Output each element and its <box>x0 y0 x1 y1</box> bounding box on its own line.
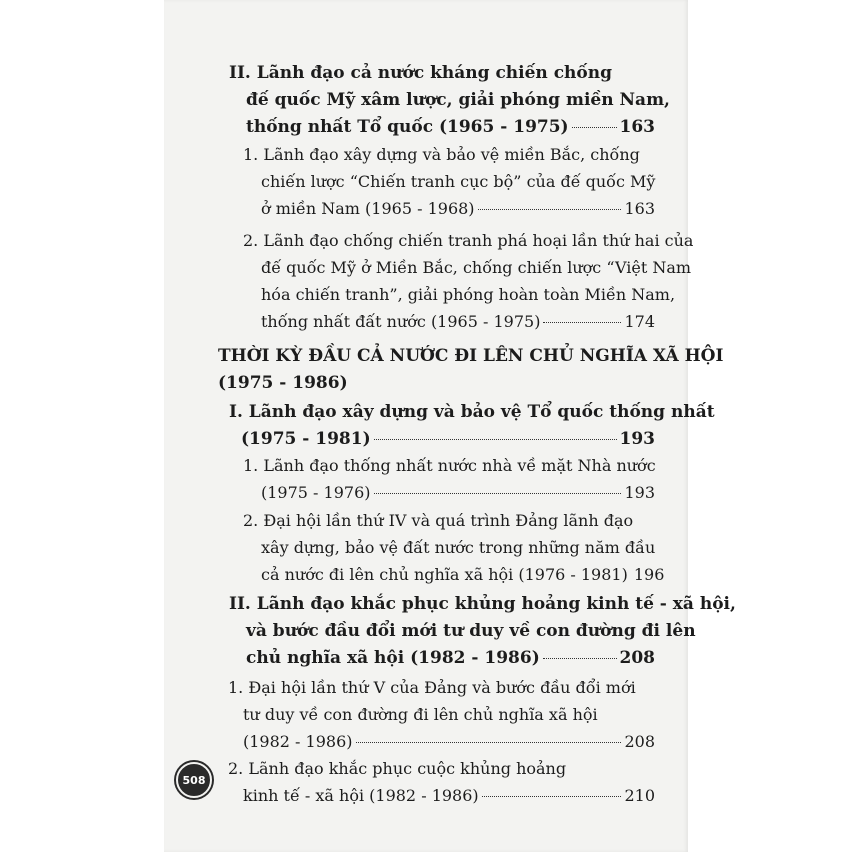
toc-entry-line: II. Lãnh đạo cả nước kháng chiến chống <box>229 63 612 83</box>
page-ref: 208 <box>624 732 655 751</box>
toc-entry-line: 1. Lãnh đạo xây dựng và bảo vệ miền Bắc, chống <box>243 145 640 164</box>
toc-entry-line: 2. Đại hội lần thứ IV và quá trình Đảng lãnh đạo <box>243 511 634 530</box>
period-heading-line: THỜI KỲ ĐẦU CẢ NƯỚC ĐI LÊN CHỦ NGHĨA XÃ HỘI <box>218 346 724 366</box>
dot-leader <box>374 493 622 494</box>
toc-entry-line: II. Lãnh đạo khắc phục khủng hoảng kinh tế - xã hội, <box>229 594 736 614</box>
toc-entry-line: xây dựng, bảo vệ đất nước trong những năm đầu <box>261 538 656 557</box>
toc-entry-line: 2. Lãnh đạo chống chiến tranh phá hoại lần thứ hai của <box>243 231 694 250</box>
toc-entry-line: (1975 - 1981) <box>241 429 371 449</box>
toc-entry-line: và bước đầu đổi mới tư duy về con đường đi lên <box>246 621 696 641</box>
toc-entry-line: I. Lãnh đạo xây dựng và bảo vệ Tổ quốc thống nhất <box>229 402 715 422</box>
page-ref: 210 <box>624 786 655 805</box>
toc-entry-line: kinh tế - xã hội (1982 - 1986) <box>243 786 479 805</box>
toc-entry-line: tư duy về con đường đi lên chủ nghĩa xã hội <box>243 705 598 724</box>
toc-entry-c1[interactable] <box>228 674 655 755</box>
page-ref: 174 <box>624 312 655 331</box>
page-number-badge <box>176 762 212 798</box>
toc-entry-line: đế quốc Mỹ ở Miền Bắc, chống chiến lược “Việt Nam <box>261 258 692 277</box>
toc-entry-section-b[interactable] <box>229 399 715 453</box>
dot-leader <box>543 658 617 659</box>
toc-entry-line: 1. Đại hội lần thứ V của Đảng và bước đầu đổi mới <box>228 678 636 697</box>
toc-entry-c2[interactable] <box>228 755 655 809</box>
dot-leader <box>356 742 622 743</box>
dot-leader <box>478 209 622 210</box>
page-ref: 196 <box>633 565 665 584</box>
toc-entry-line: (1982 - 1986) <box>243 732 353 751</box>
toc-entry-b1[interactable] <box>243 452 655 506</box>
page-ref: 208 <box>619 648 655 668</box>
toc-entry-section-a[interactable] <box>229 60 670 141</box>
toc-entry-line: ở miền Nam (1965 - 1968) <box>261 199 475 218</box>
toc-entry-line: hóa chiến tranh”, giải phóng hoàn toàn Miền Nam, <box>261 285 676 304</box>
toc-entry-a2[interactable] <box>243 227 694 335</box>
toc-entry-line: 2. Lãnh đạo khắc phục cuộc khủng hoảng <box>228 759 567 778</box>
toc-entry-line: chiến lược “Chiến tranh cục bộ” của đế quốc Mỹ <box>261 172 656 191</box>
toc-entry-line: thống nhất đất nước (1965 - 1975) <box>261 312 541 331</box>
toc-entry-line: 1. Lãnh đạo thống nhất nước nhà về mặt Nhà nước <box>243 456 656 475</box>
page-ref: 193 <box>624 483 655 502</box>
toc-entry-b2[interactable] <box>243 507 665 588</box>
toc-entry-line: cả nước đi lên chủ nghĩa xã hội (1976 - 1981) <box>261 565 628 584</box>
dot-leader <box>543 322 621 323</box>
page-ref: 163 <box>619 117 655 137</box>
toc-entry-line: đế quốc Mỹ xâm lược, giải phóng miền Nam, <box>246 90 670 110</box>
dot-leader <box>572 127 617 128</box>
period-heading <box>218 343 723 397</box>
dot-leader <box>482 796 622 797</box>
toc-entry-line: chủ nghĩa xã hội (1982 - 1986) <box>246 648 540 668</box>
page-number: 508 <box>182 773 206 787</box>
toc-entry-a1[interactable] <box>243 141 655 222</box>
period-heading-line: (1975 - 1986) <box>218 373 348 393</box>
toc-entry-line: (1975 - 1976) <box>261 483 371 502</box>
toc-entry-section-c[interactable] <box>229 591 736 672</box>
page-ref: 163 <box>624 199 655 218</box>
toc-entry-line: thống nhất Tổ quốc (1965 - 1975) <box>246 117 569 137</box>
page-ref: 193 <box>619 429 655 449</box>
dot-leader <box>374 439 617 440</box>
